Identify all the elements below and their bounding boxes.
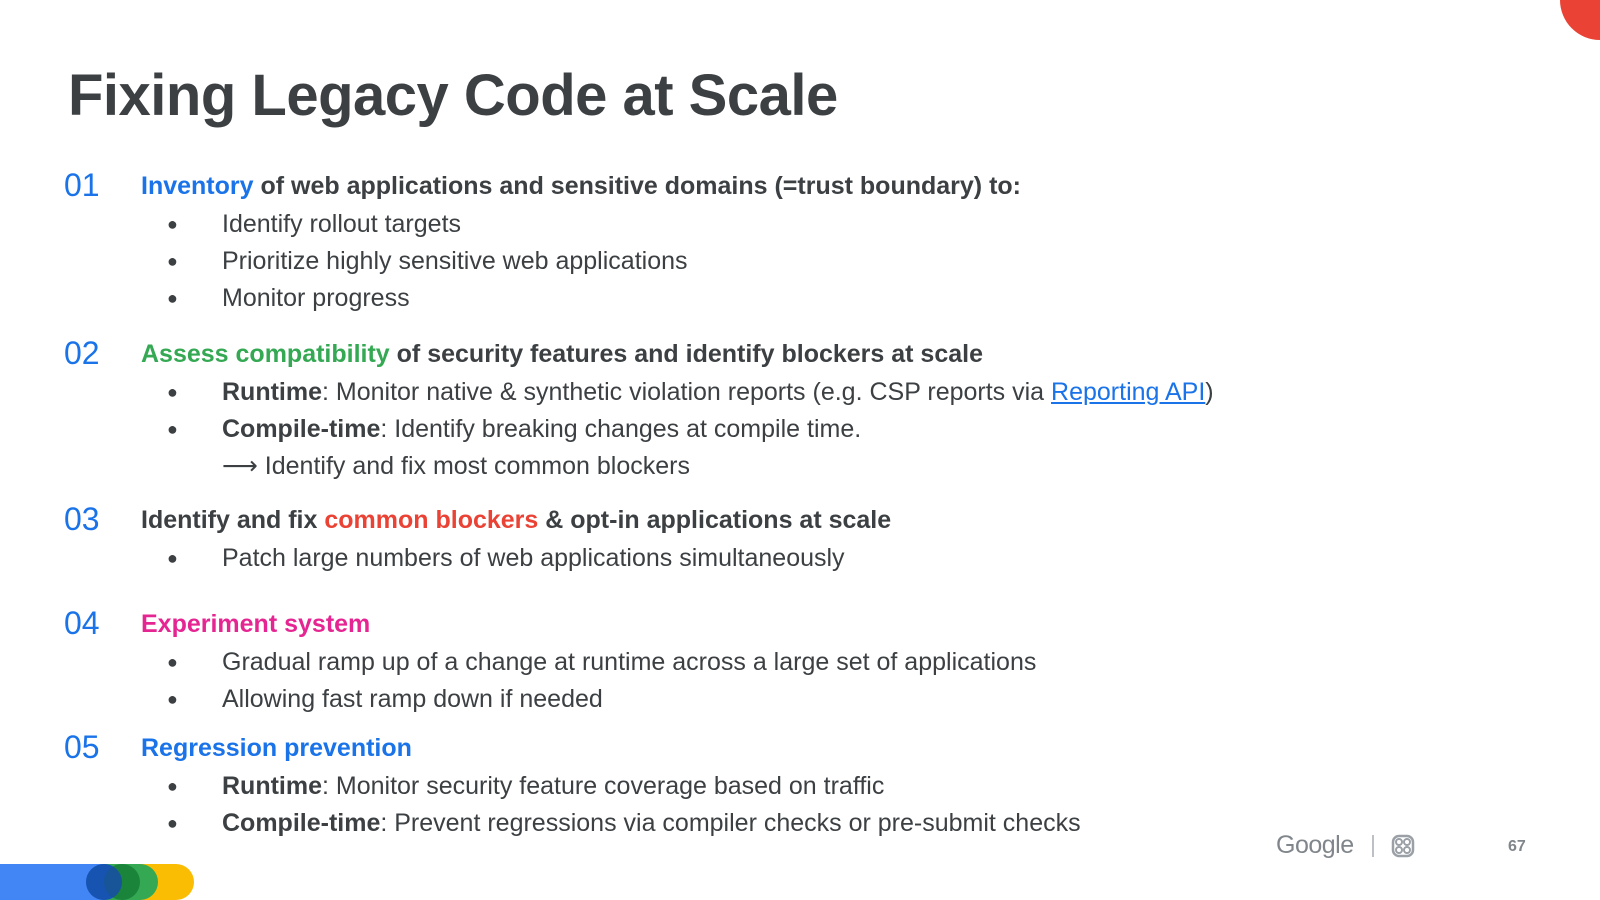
footer-divider <box>1372 835 1374 857</box>
heading-highlight: common blockers <box>324 506 539 534</box>
bullet-icon: ● <box>167 419 178 439</box>
bullet-icon: ● <box>167 776 178 796</box>
section-number: 01 <box>64 167 100 203</box>
brand-color-bar <box>0 864 200 900</box>
section-heading <box>141 732 412 764</box>
section-number: 02 <box>64 335 100 371</box>
section-heading <box>141 338 983 370</box>
heading-rest: of security features and identify blockers at scale <box>389 340 983 368</box>
chrome-shield-icon <box>1390 833 1416 859</box>
section-number: 04 <box>64 605 100 641</box>
heading-pre: Identify and fix <box>141 506 325 534</box>
section-number: 05 <box>64 729 100 765</box>
bullet-icon: ● <box>167 813 178 833</box>
heading-highlight: Regression prevention <box>141 734 412 762</box>
bullet-icon: ● <box>167 251 178 271</box>
google-logo: Google <box>1276 831 1354 859</box>
reporting-api-link[interactable]: Reporting API <box>1051 378 1206 406</box>
bullet-icon: ● <box>167 214 178 234</box>
heading-highlight: Experiment system <box>141 610 371 638</box>
heading-highlight: Inventory <box>141 172 254 200</box>
bullet-icon: ● <box>167 288 178 308</box>
bullet-icon: ● <box>167 652 178 672</box>
section-heading <box>141 504 891 536</box>
heading-rest: & opt-in applications at scale <box>538 506 892 534</box>
bullet-icon: ● <box>167 382 178 402</box>
section-heading <box>141 608 370 640</box>
bullet-icon: ● <box>167 548 178 568</box>
section-number: 03 <box>64 501 100 537</box>
heading-highlight: Assess compatibility <box>141 340 390 368</box>
slide-title: Fixing Legacy Code at Scale <box>68 63 838 128</box>
page-number: 67 <box>1508 838 1526 855</box>
bullet-icon: ● <box>167 689 178 709</box>
heading-rest: of web applications and sensitive domains (=trust boundary) to: <box>253 172 1021 200</box>
section-heading <box>141 170 1021 202</box>
corner-decoration <box>1560 0 1600 40</box>
